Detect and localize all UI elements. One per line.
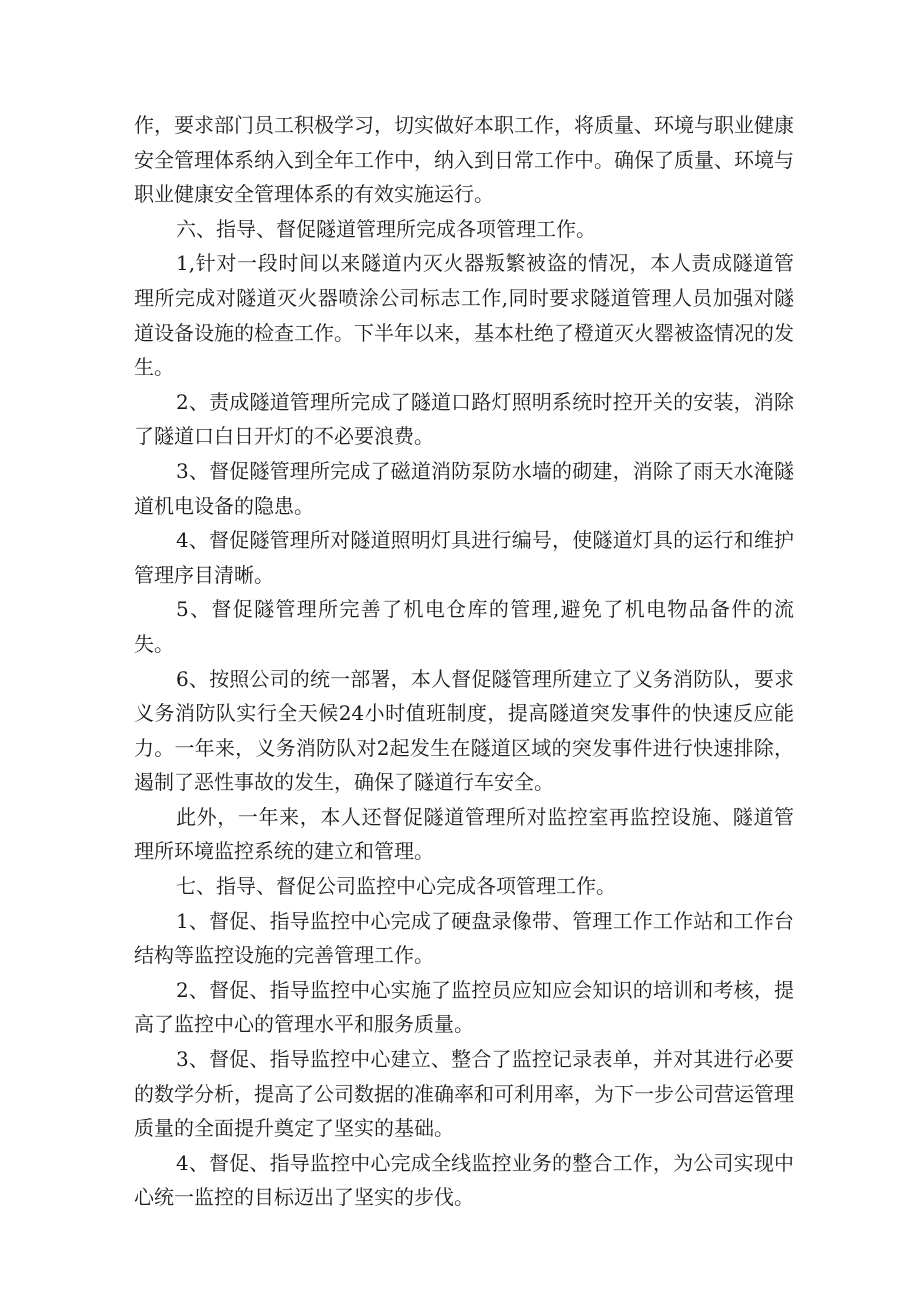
- list-item-paragraph: 1、督促、指导监控中心完成了硬盘录像带、管理工作工作站和工作台结构等监控设施的完善管理工作。: [134, 908, 794, 968]
- list-item-paragraph: 4、督促、指导监控中心完成全线监控业务的整合工作，为公司实现中心统一监控的目标迈出了坚实的步伐。: [134, 1150, 794, 1210]
- section-heading-six: 六、指导、督促隧道管理所完成各项管理工作。: [176, 216, 596, 241]
- list-item-paragraph: 3、督促隧管理所完成了磁道消防泵防水墙的砌建，消除了雨天水淹隧道机电设备的隐患。: [134, 458, 794, 518]
- list-item-paragraph: 4、督促隧管理所对隧道照明灯具进行编号，使隧道灯具的运行和维护管理序目清晰。: [134, 528, 794, 587]
- summary-paragraph: 此外，一年来，本人还督促隧道管理所对监控室再监控设施、隧道管理所环境监控系统的建立和管理。: [134, 804, 794, 864]
- list-item-paragraph: 2、责成隧道管理所完成了隧道口路灯照明系统时控开关的安装，消除了隧道口白日开灯的不必要浪费。: [134, 389, 794, 449]
- paragraph-continuation: 作，要求部门员工积极学习，切实做好本职工作，将质量、环境与职业健康安全管理体系纳入到全年工作中，纳入到日常工作中。确保了质量、环境与职业健康安全管理体系的有效实施运行。: [134, 113, 794, 207]
- list-item-paragraph: 1,针对一段时间以来隧道内灭火器叛繁被盗的情况，本人责成隧道管理所完成对隧道灭火器喷涂公司标志工作,同时要求隧道管理人员加强对隧道设备设施的检查工作。下半年以来，基本杜绝了橙道灭火罂被盗情况的发生。: [134, 251, 794, 380]
- list-item-paragraph: 3、督促、指导监控中心建立、整合了监控记录表单，并对其进行必要的数学分析，提高了公司数据的准确率和可利用率，为下一步公司营运管理质量的全面提升奠定了坚实的基础。: [134, 1047, 794, 1141]
- list-item-paragraph: 6、按照公司的统一部署，本人督促隧管理所建立了义务消防队，要求义务消防队实行全天候24小时值班制度，提高隧道突发事件的快速反应能力。一年来，义务消防队对2起发生在隧道区域的突发事件进行快速排除，遏制了恶性事故的发生，确保了隧道行车安全。: [134, 666, 794, 795]
- document-page: [134, 108, 794, 1215]
- list-item-paragraph: 2、督促、指导监控中心实施了监控员应知应会知识的培训和考核，提高了监控中心的管理水平和服务质量。: [134, 977, 794, 1037]
- section-heading-seven: 七、指导、督促公司监控中心完成各项管理工作。: [176, 874, 616, 899]
- list-item-paragraph: 5、督促隧管理所完善了机电仓库的管理,避免了机电物品备件的流失。: [134, 597, 794, 656]
